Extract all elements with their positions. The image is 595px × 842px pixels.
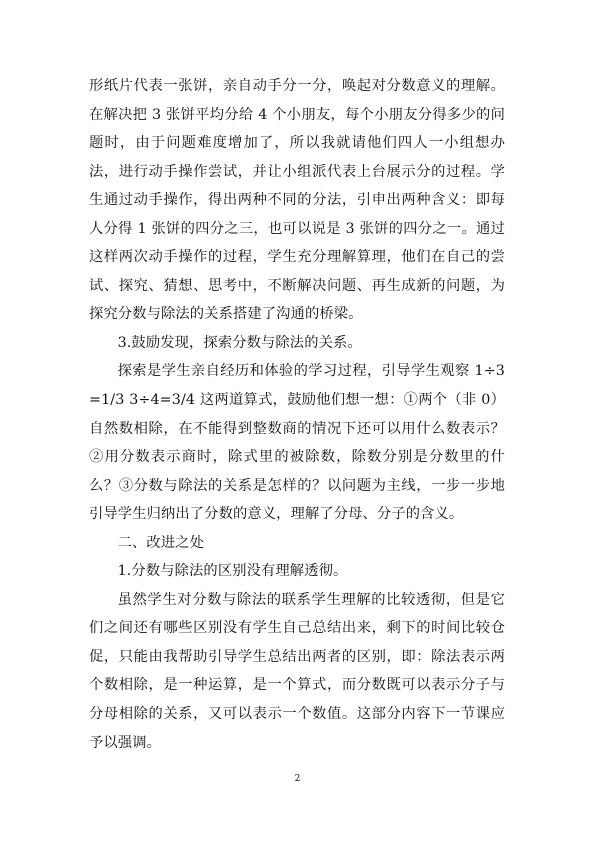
paragraph-continuation: 形纸片代表一张饼，亲自动手分一分，唤起对分数意义的理解。在解决把 3 张饼平均分给 4 个小朋友，每个小朋友分得多少的问题时，由于问题难度增加了，所以我就请他们四人一小组想办法，进行动手操作尝试，并让小组派代表上台展示分的过程。学生通过动手操作，得出两种不同的分法，引申出两种含义：即每人分得 1 张饼的四分之三，也可以说是 3 张饼的四分之一。通过这样两次动手操作的过程，学生充分理解算理，他们在自己的尝试、探究、猜想、思考中，不断解决问题、再生成新的问题，为探究分数与除法的关系搭建了沟通的桥梁。 [89, 78, 505, 323]
section-heading-3: 3.鼓励发现，探索分数与除法的关系。 [117, 334, 362, 351]
subheading-1: 1.分数与除法的区别没有理解透彻。 [117, 563, 348, 580]
page-number: 2 [294, 774, 301, 784]
document-body [89, 72, 505, 757]
paragraph-differences: 虽然学生对分数与除法的联系学生理解的比较透彻，但是它们之间还有哪些区别没有学生自己总结出来，剩下的时间比较仓促，只能由我帮助引导学生总结出两者的区别，即：除法表示两个数相除，是一种运算，是一个算式，而分数既可以表示分子与分母相除的关系，又可以表示一个数值。这部分内容下一节课应予以强调。 [89, 591, 505, 751]
paragraph-exploration: 探索是学生亲自经历和体验的学习过程，引导学生观察 1÷3=1/3 3÷4=3/4 这两道算式，鼓励他们想一想：①两个（非 0）自然数相除，在不能得到整数商的情况下还可以用什么数表示？②用分数表示商时，除式里的被除数，除数分别是分数里的什么？③分数与除法的关系是怎样的？以问题为主线，一步一步地引导学生归纳出了分数的意义，理解了分母、分子的含义。 [89, 363, 505, 523]
section-heading-improvements: 二、改进之处 [117, 534, 204, 551]
